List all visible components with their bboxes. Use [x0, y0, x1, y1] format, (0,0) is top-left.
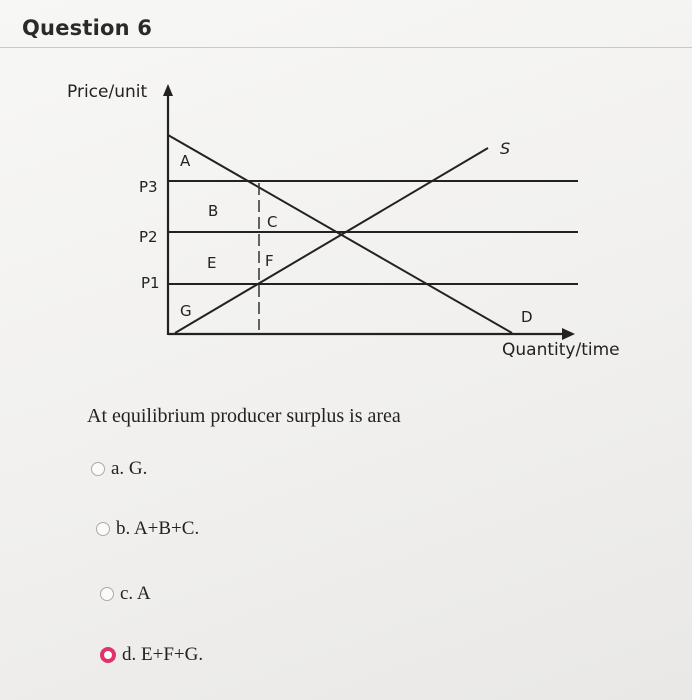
x-axis-arrow: [562, 328, 575, 340]
area-label-e: E: [207, 254, 217, 272]
radio-option-d[interactable]: [100, 647, 116, 663]
area-label-b: B: [208, 202, 219, 220]
y-axis-arrow: [163, 84, 173, 96]
question-prompt: At equilibrium producer surplus is area: [87, 405, 401, 427]
option-c[interactable]: [100, 583, 151, 605]
area-label-g: G: [180, 302, 192, 320]
area-label-a: A: [180, 152, 191, 170]
option-a-label: a. G.: [111, 458, 148, 479]
radio-option-a[interactable]: [91, 462, 105, 476]
price-label-p2: P2: [139, 228, 158, 246]
option-a[interactable]: [91, 458, 147, 480]
radio-option-b[interactable]: [96, 522, 110, 536]
supply-curve: [175, 148, 488, 333]
question-title: Question 6: [22, 16, 153, 40]
option-c-label: c. A: [120, 583, 151, 604]
price-label-p3: P3: [139, 178, 158, 196]
x-axis-label: Quantity/time: [502, 340, 620, 360]
supply-label: S: [500, 139, 511, 158]
demand-label: D: [521, 308, 533, 326]
option-d[interactable]: [100, 644, 203, 666]
y-axis-label: Price/unit: [67, 82, 148, 102]
option-b[interactable]: [96, 518, 199, 540]
option-b-label: b. A+B+C.: [116, 518, 200, 539]
radio-option-c[interactable]: [100, 587, 114, 601]
area-label-c: C: [267, 213, 278, 231]
price-label-p1: P1: [141, 274, 160, 292]
option-d-label: d. E+F+G.: [122, 644, 204, 665]
area-label-f: F: [265, 252, 274, 270]
